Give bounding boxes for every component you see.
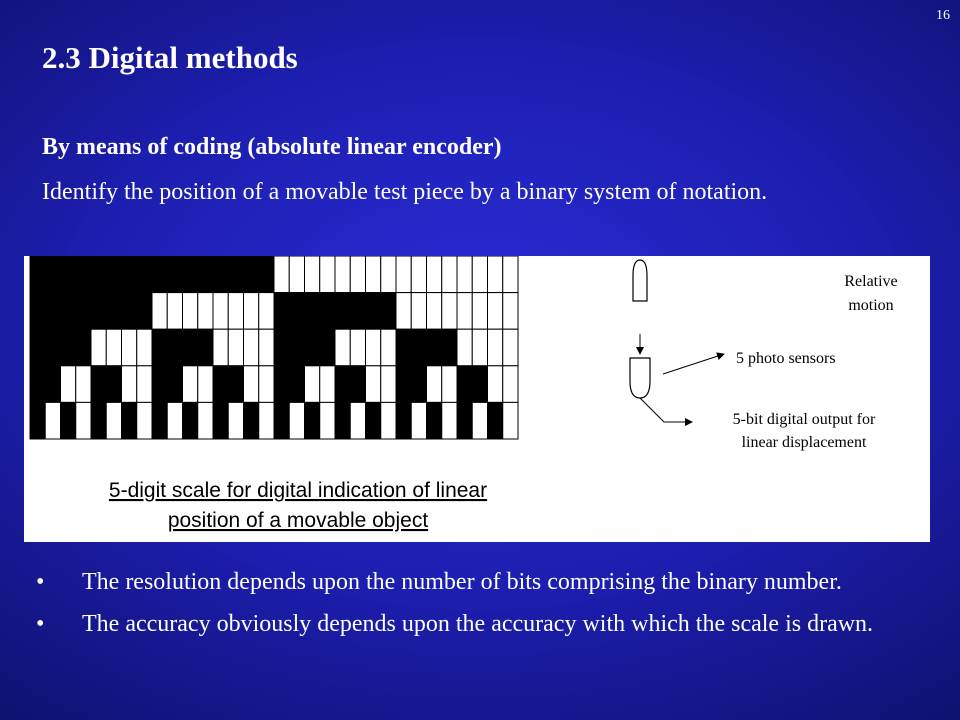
scale-cell: [472, 329, 487, 366]
scale-cell: [350, 293, 365, 330]
relative-motion-label-2: motion: [848, 297, 894, 314]
scale-cell: [488, 402, 503, 439]
intro-text: Identify the position of a movable test piece by a binary system of notation.: [42, 179, 768, 205]
bullet-text: The resolution depends upon the number of bits comprising the binary number.: [82, 569, 842, 595]
bullet-list: [36, 566, 916, 650]
scale-cell: [106, 366, 121, 403]
scale-cell: [228, 256, 243, 293]
scale-cell: [76, 293, 91, 330]
scale-cell: [503, 256, 518, 293]
relative-motion-marker-icon: [633, 260, 647, 301]
bullet-item-resolution: [36, 566, 916, 598]
scale-cell: [122, 293, 137, 330]
photo-sensors-arrow-icon: [663, 354, 724, 374]
scale-cell: [259, 293, 274, 330]
scale-cell: [122, 402, 137, 439]
scale-cell: [91, 366, 106, 403]
scale-cell: [183, 256, 198, 293]
scale-cell: [335, 256, 350, 293]
scale-cell: [122, 366, 137, 403]
scale-cell: [289, 402, 304, 439]
scale-cell: [503, 402, 518, 439]
scale-cell: [457, 402, 472, 439]
scale-cell: [396, 366, 411, 403]
scale-cell: [442, 293, 457, 330]
scale-cell: [198, 256, 213, 293]
scale-cell: [320, 329, 335, 366]
scale-cell: [167, 402, 182, 439]
scale-cell: [91, 329, 106, 366]
scale-cell: [411, 256, 426, 293]
photo-sensor-icon: [630, 358, 650, 398]
digital-output-label-2: linear displacement: [741, 434, 867, 451]
scale-cell: [137, 256, 152, 293]
scale-cell: [152, 402, 167, 439]
scale-cell: [488, 329, 503, 366]
scale-cell: [350, 402, 365, 439]
scale-cell: [289, 293, 304, 330]
scale-caption: 5-digit scale for digital indication of linear: [108, 479, 488, 502]
scale-cell: [457, 256, 472, 293]
scale-cell: [274, 329, 289, 366]
scale-cell: [305, 329, 320, 366]
scale-cell: [289, 329, 304, 366]
scale-cell: [213, 329, 228, 366]
scale-cell: [442, 329, 457, 366]
scale-cell: [274, 402, 289, 439]
photo-sensors-label: 5 photo sensors: [736, 350, 836, 367]
scale-cell: [259, 402, 274, 439]
scale-cell: [244, 293, 259, 330]
scale-cell: [137, 293, 152, 330]
scale-cell: [30, 329, 45, 366]
scale-cell: [45, 293, 60, 330]
scale-cell: [122, 256, 137, 293]
scale-cell: [305, 293, 320, 330]
page-number: 16: [936, 8, 950, 23]
scale-cell: [228, 329, 243, 366]
scale-cell: [76, 256, 91, 293]
scale-cell: [167, 256, 182, 293]
scale-cell: [183, 329, 198, 366]
scale-cell: [30, 366, 45, 403]
scale-cell: [30, 293, 45, 330]
scale-cell: [198, 329, 213, 366]
scale-cell: [106, 329, 121, 366]
scale-cell: [76, 329, 91, 366]
scale-cell: [167, 329, 182, 366]
scale-cell: [503, 293, 518, 330]
scale-cell: [381, 366, 396, 403]
scale-cell: [396, 402, 411, 439]
scale-cell: [228, 293, 243, 330]
scale-cell: [366, 402, 381, 439]
scale-cell: [427, 329, 442, 366]
scale-cell: [411, 329, 426, 366]
scale-cell: [427, 293, 442, 330]
scale-cell: [442, 256, 457, 293]
scale-cell: [442, 366, 457, 403]
scale-cell: [106, 256, 121, 293]
scale-cell: [45, 256, 60, 293]
scale-cell: [198, 293, 213, 330]
scale-cell: [472, 293, 487, 330]
scale-cell: [152, 256, 167, 293]
scale-cell: [503, 366, 518, 403]
scale-cell: [167, 366, 182, 403]
scale-cell: [488, 256, 503, 293]
scale-cell: [350, 256, 365, 293]
scale-cell: [259, 329, 274, 366]
scale-cell: [350, 329, 365, 366]
scale-cell: [106, 293, 121, 330]
scale-caption-2: position of a movable object: [167, 509, 429, 532]
scale-cell: [411, 366, 426, 403]
scale-cell: [335, 293, 350, 330]
scale-cell: [137, 366, 152, 403]
scale-cell: [457, 366, 472, 403]
scale-cell: [45, 402, 60, 439]
scale-cell: [213, 293, 228, 330]
scale-cell: [457, 329, 472, 366]
scale-cell: [366, 256, 381, 293]
scale-cell: [503, 329, 518, 366]
scale-cell: [152, 293, 167, 330]
scale-cell: [488, 293, 503, 330]
scale-cell: [30, 256, 45, 293]
bullet-icon: •: [36, 569, 45, 595]
scale-cell: [61, 366, 76, 403]
scale-cell: [488, 366, 503, 403]
scale-cell: [61, 402, 76, 439]
scale-cell: [244, 366, 259, 403]
binary-code-scale: [30, 256, 518, 439]
scale-cell: [289, 256, 304, 293]
scale-cell: [305, 256, 320, 293]
scale-cell: [289, 366, 304, 403]
slide-subtitle: By means of coding (absolute linear encoder): [42, 134, 502, 160]
scale-cell: [396, 293, 411, 330]
relative-motion-label: Relative: [844, 273, 898, 290]
scale-cell: [259, 366, 274, 403]
scale-cell: [396, 329, 411, 366]
scale-cell: [137, 402, 152, 439]
scale-cell: [427, 402, 442, 439]
scale-cell: [472, 366, 487, 403]
scale-cell: [427, 366, 442, 403]
scale-cell: [366, 329, 381, 366]
scale-cell: [244, 329, 259, 366]
digital-output-label: 5-bit digital output for: [732, 411, 876, 428]
scale-cell: [274, 366, 289, 403]
scale-cell: [228, 402, 243, 439]
scale-cell: [228, 366, 243, 403]
scale-cell: [152, 366, 167, 403]
scale-cell: [244, 256, 259, 293]
scale-cell: [91, 402, 106, 439]
scale-cell: [213, 402, 228, 439]
scale-cell: [167, 293, 182, 330]
scale-cell: [137, 329, 152, 366]
scale-cell: [106, 402, 121, 439]
bullet-item-accuracy: [36, 608, 916, 640]
scale-cell: [320, 366, 335, 403]
slide-title: 2.3 Digital methods: [42, 40, 298, 75]
scale-cell: [274, 293, 289, 330]
scale-cell: [305, 366, 320, 403]
scale-cell: [30, 402, 45, 439]
scale-cell: [366, 293, 381, 330]
scale-cell: [213, 256, 228, 293]
scale-cell: [381, 256, 396, 293]
scale-cell: [381, 329, 396, 366]
scale-cell: [122, 329, 137, 366]
scale-cell: [335, 329, 350, 366]
scale-cell: [335, 402, 350, 439]
scale-cell: [381, 402, 396, 439]
scale-cell: [213, 366, 228, 403]
scale-cell: [91, 256, 106, 293]
encoder-figure: [24, 256, 930, 542]
scale-cell: [320, 293, 335, 330]
scale-cell: [183, 402, 198, 439]
scale-cell: [457, 293, 472, 330]
scale-cell: [320, 402, 335, 439]
scale-cell: [381, 293, 396, 330]
scale-cell: [76, 366, 91, 403]
scale-cell: [76, 402, 91, 439]
scale-cell: [350, 366, 365, 403]
encoder-diagram: [24, 256, 930, 542]
scale-cell: [411, 402, 426, 439]
scale-cell: [366, 366, 381, 403]
scale-cell: [396, 256, 411, 293]
scale-cell: [335, 366, 350, 403]
scale-cell: [472, 402, 487, 439]
scale-cell: [274, 256, 289, 293]
scale-cell: [427, 256, 442, 293]
scale-cell: [183, 366, 198, 403]
scale-cell: [442, 402, 457, 439]
scale-cell: [198, 366, 213, 403]
scale-cell: [244, 402, 259, 439]
scale-cell: [91, 293, 106, 330]
scale-cell: [61, 256, 76, 293]
digital-output-arrow-icon: [640, 398, 692, 422]
scale-cell: [472, 256, 487, 293]
scale-cell: [198, 402, 213, 439]
scale-cell: [152, 329, 167, 366]
scale-cell: [183, 293, 198, 330]
bullet-icon: •: [36, 611, 45, 637]
scale-cell: [45, 366, 60, 403]
scale-cell: [411, 293, 426, 330]
scale-cell: [61, 329, 76, 366]
scale-cell: [320, 256, 335, 293]
scale-cell: [305, 402, 320, 439]
scale-cell: [259, 256, 274, 293]
scale-cell: [61, 293, 76, 330]
scale-cell: [45, 329, 60, 366]
bullet-text: The accuracy obviously depends upon the accuracy with which the scale is drawn.: [82, 611, 874, 637]
